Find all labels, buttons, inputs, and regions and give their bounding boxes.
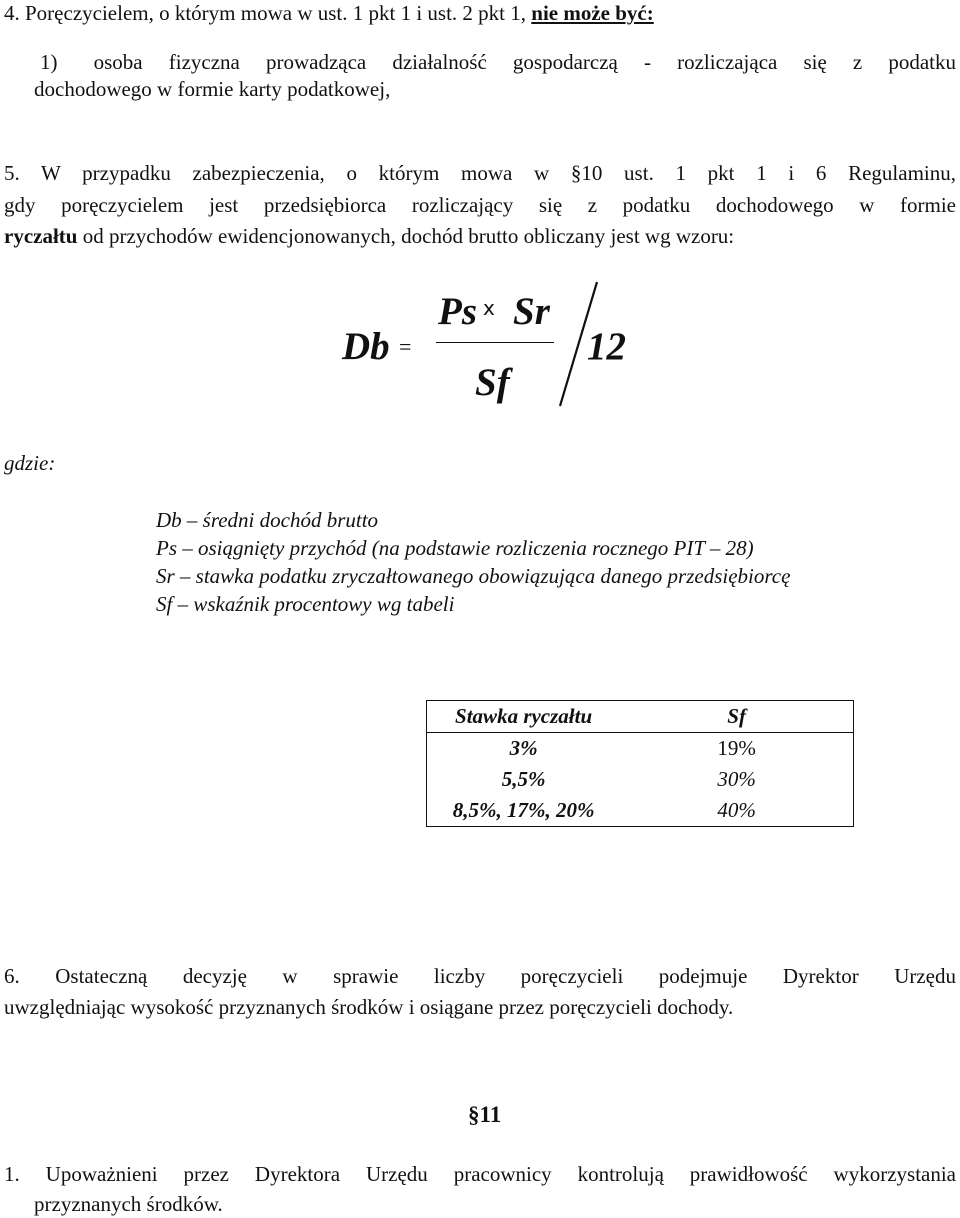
paragraph-5-line-1: 5. W przypadku zabezpieczenia, o którym mowa w §10 ust. 1 pkt 1 i 6 Regulaminu, bbox=[4, 161, 956, 185]
formula-divisor: 12 bbox=[587, 325, 626, 368]
paragraph-5-line-3-rest: od przychodów ewidencjonowanych, dochód brutto obliczany jest wg wzoru: bbox=[77, 224, 735, 248]
paragraph-4-emphasis: nie może być: bbox=[531, 1, 654, 25]
section-heading: §11 bbox=[468, 1102, 502, 1127]
rate-table bbox=[426, 700, 854, 827]
where-label: gdzie: bbox=[4, 451, 56, 475]
paragraph-4-item-1 bbox=[40, 49, 956, 76]
definition-db: Db – średni dochód brutto bbox=[156, 508, 379, 532]
formula-times: x bbox=[483, 296, 495, 320]
paragraph-6-line-2: uwzględniając wysokość przyznanych środków i osiągane przez poręczycieli dochody. bbox=[4, 995, 734, 1019]
formula-denominator: Sf bbox=[475, 361, 510, 404]
definition-sf: Sf – wskaźnik procentowy wg tabeli bbox=[156, 592, 455, 616]
item-text-line-1: osoba fizyczna prowadząca działalność gospodarczą - rozliczająca się z podatku bbox=[93, 50, 956, 74]
formula-equals: = bbox=[399, 334, 412, 359]
formula-numerator-left: Ps bbox=[438, 290, 477, 333]
paragraph-6-line-1: 6. Ostateczną decyzję w sprawie liczby poręczycieli podejmuje Dyrektor Urzędu bbox=[4, 964, 956, 988]
section-11-paragraph-1-line-2: przyznanych środków. bbox=[34, 1192, 223, 1216]
table-cell-sf: 19% bbox=[717, 735, 756, 760]
table-row bbox=[427, 764, 854, 795]
paragraph-5-line-3 bbox=[4, 223, 956, 250]
paragraph-5-bold-word: ryczałtu bbox=[4, 224, 78, 248]
income-formula bbox=[330, 280, 650, 420]
definition-ps: Ps – osiągnięty przychód (na podstawie rozliczenia rocznego PIT – 28) bbox=[156, 536, 754, 560]
formula-lhs: Db bbox=[342, 325, 390, 368]
paragraph-4-text: 4. Poręczycielem, o którym mowa w ust. 1 pkt 1 i ust. 2 pkt 1, bbox=[4, 1, 532, 25]
definition-sr: Sr – stawka podatku zryczałtowanego obowiązująca danego przedsiębiorcę bbox=[156, 564, 791, 588]
table-cell-sf: 40% bbox=[717, 797, 756, 822]
paragraph-4 bbox=[4, 0, 956, 27]
table-header-sf: Sf bbox=[620, 701, 853, 733]
paragraph-5-line-2: gdy poręczycielem jest przedsiębiorca rozliczający się z podatku dochodowego w formie bbox=[4, 193, 956, 217]
table-row bbox=[427, 733, 854, 765]
table-row bbox=[427, 795, 854, 827]
table-cell-rate: 3% bbox=[509, 735, 538, 760]
table-cell-sf: 30% bbox=[717, 766, 756, 791]
table-header-rate: Stawka ryczałtu bbox=[427, 701, 621, 733]
table-cell-rate: 5,5% bbox=[501, 766, 546, 791]
item-number: 1) bbox=[40, 50, 58, 74]
fraction-bar bbox=[436, 342, 554, 343]
section-11-paragraph-1-line-1: 1. Upoważnieni przez Dyrektora Urzędu pracownicy kontrolują prawidłowość wykorzystania bbox=[4, 1162, 956, 1186]
item-text-line-2: dochodowego w formie karty podatkowej, bbox=[34, 77, 391, 101]
table-cell-rate: 8,5%, 17%, 20% bbox=[452, 797, 595, 822]
formula-numerator-right: Sr bbox=[513, 290, 550, 333]
table-header-row bbox=[427, 701, 854, 733]
